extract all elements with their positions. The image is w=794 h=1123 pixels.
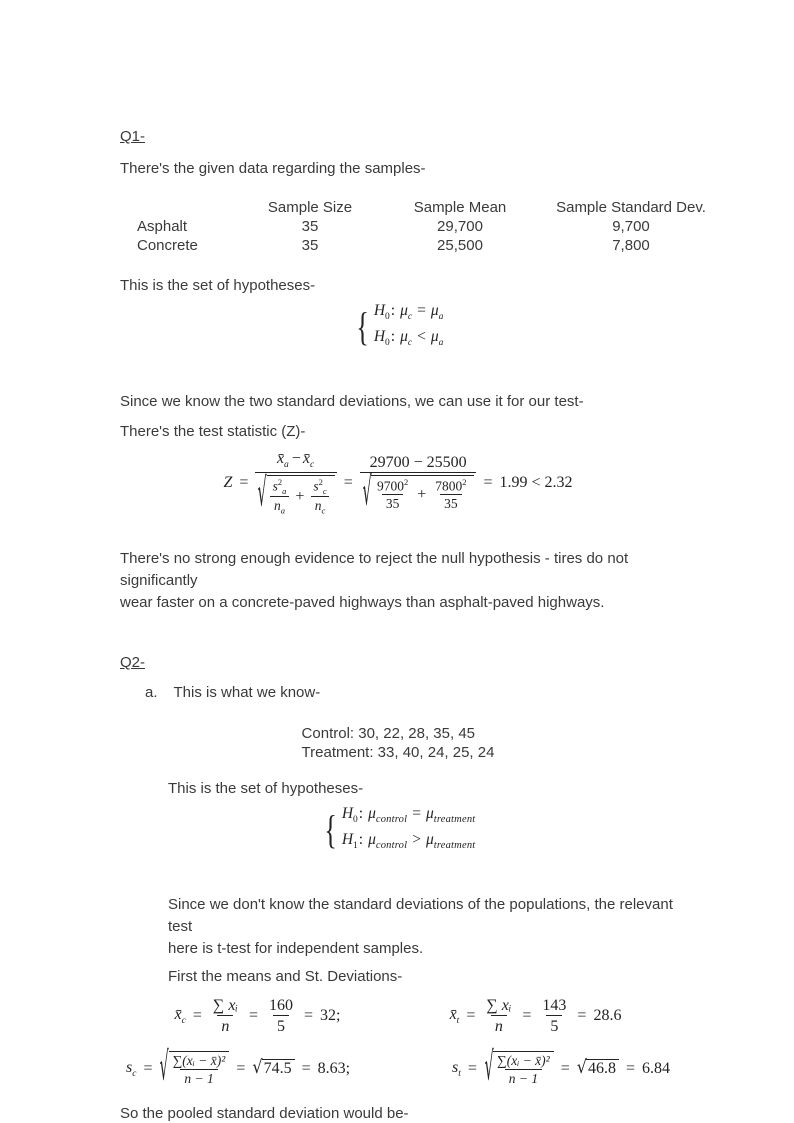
row-label: Asphalt [137, 218, 188, 235]
sample-table [135, 198, 706, 255]
result-value: 6.84 [642, 1059, 670, 1077]
math-var: H [373, 302, 386, 319]
math-operator: = [417, 302, 426, 319]
math-operator: > [412, 831, 421, 849]
mean-treatment-formula [450, 996, 622, 1036]
fraction [255, 449, 336, 516]
alt-hypothesis [342, 830, 476, 856]
result-value: 1.99 < 2.32 [499, 473, 573, 491]
math-sub: a [280, 505, 285, 516]
list-marker: a. [145, 684, 158, 702]
math-sub: c [132, 1068, 137, 1079]
fraction [309, 477, 330, 516]
null-hypothesis [342, 804, 476, 830]
math-var: μ [368, 805, 376, 823]
equals-sign: = [248, 1007, 258, 1025]
table-header-row [135, 198, 706, 217]
equals-sign: = [467, 1059, 477, 1077]
sd-row [120, 1042, 676, 1089]
fraction-numerator [273, 449, 319, 472]
fraction-numerator [269, 477, 291, 496]
fraction-numerator: 143 [542, 997, 567, 1015]
math-sub: c [309, 460, 315, 471]
square-root [484, 1042, 554, 1089]
math-var: s [313, 478, 319, 494]
plus-sign: + [295, 487, 305, 505]
math-sup: 2 [403, 476, 409, 487]
math-var: μ [430, 302, 439, 319]
math-operator: < [417, 328, 426, 346]
mean-control-formula [175, 996, 341, 1036]
math-token: : [390, 328, 396, 346]
math-number: 9700 [376, 478, 404, 494]
math-number: 7800 [435, 478, 463, 494]
hypothesis-lines [374, 301, 444, 353]
q1-heading: Q1- [120, 128, 146, 145]
equals-sign: = [239, 473, 249, 491]
fraction-denominator [311, 496, 330, 516]
fraction-numerator [373, 477, 412, 495]
math-sub: treatment [433, 840, 476, 852]
math-var-group [452, 1059, 461, 1079]
radical-sign: √ [576, 1056, 587, 1079]
math-var: n [314, 498, 322, 514]
fraction-numerator [431, 477, 470, 495]
radical-sign: √ [252, 1056, 263, 1079]
alt-hypothesis [374, 327, 444, 353]
math-sub: 0 [385, 338, 390, 349]
conclusion-line: There's no strong enough evidence to reject the null hypothesis - tires do not significantly [120, 550, 629, 590]
q2-data-block [120, 724, 676, 762]
math-sub: control [375, 814, 408, 826]
math-operator: − [291, 450, 301, 468]
radicand [169, 1051, 230, 1087]
math-var: μ [400, 302, 408, 319]
math-var-group [175, 1006, 186, 1026]
equals-sign: = [560, 1059, 570, 1077]
fraction-denominator: 5 [273, 1015, 289, 1036]
math-sub: t [456, 1016, 460, 1027]
math-var: μ [425, 831, 434, 849]
sd-control-formula [126, 1042, 351, 1089]
fraction [538, 996, 570, 1036]
math-sup: 2 [462, 476, 467, 487]
fraction-denominator: n [217, 1015, 233, 1036]
fraction-denominator: n − 1 [180, 1069, 217, 1087]
fraction [431, 477, 470, 513]
table-header-sample-mean: Sample Mean [413, 199, 507, 216]
fraction-numerator: 160 [268, 997, 293, 1015]
fraction [209, 996, 242, 1036]
math-operator: = [412, 805, 421, 823]
math-var: s [126, 1058, 133, 1076]
q2-heading: Q2- [120, 654, 146, 672]
math-token: : [358, 805, 364, 823]
since-line: Since we don't know the standard deviations of the populations, the relevant test [168, 896, 673, 936]
equals-sign: = [301, 1059, 311, 1077]
q1-intro: There's the given data regarding the samples- [120, 160, 426, 177]
cell-sd: 7,800 [612, 237, 650, 254]
equals-sign: = [466, 1007, 476, 1025]
radicand: 46.8 [586, 1059, 619, 1078]
equals-sign: = [303, 1007, 314, 1025]
sample-data-lines [302, 724, 495, 762]
fraction-denominator [270, 496, 289, 516]
q2-item-a [145, 682, 676, 704]
equals-sign: = [625, 1059, 635, 1077]
fraction [482, 996, 515, 1036]
q2-hypotheses-formula [120, 804, 676, 856]
math-sub: treatment [433, 814, 476, 826]
equals-sign: = [483, 473, 493, 491]
fraction-numerator: ∑(xᵢ − x̄)² [172, 1052, 226, 1068]
math-var-group [450, 1006, 460, 1026]
math-sub: c [322, 485, 327, 496]
fraction [269, 477, 291, 516]
math-var: μ [425, 805, 434, 823]
radical-sign: √ [160, 1042, 170, 1089]
treatment-data: Treatment: 33, 40, 24, 25, 24 [301, 744, 495, 762]
result-value: 32; [320, 1007, 341, 1025]
table-row [135, 217, 676, 236]
fraction-denominator: 35 [382, 494, 404, 512]
math-var: x̄ [174, 1006, 182, 1024]
conclusion-line: wear faster on a concrete-paved highways than asphalt-paved highways. [120, 594, 605, 612]
sd-treatment-formula [451, 1042, 670, 1089]
cell-size: 35 [301, 237, 319, 254]
math-sub: a [284, 460, 289, 471]
math-token: : [390, 302, 396, 319]
fraction-denominator [255, 469, 336, 516]
q2-means-intro: First the means and St. Deviations- [168, 968, 403, 986]
table-row [135, 236, 676, 255]
radical-sign: √ [484, 1042, 494, 1089]
math-sub: t [458, 1068, 461, 1079]
radical-sign: √ [257, 469, 268, 516]
math-var: Z [223, 473, 233, 491]
math-var: H [341, 831, 354, 849]
radicand [267, 475, 335, 516]
cell-sd: 9,700 [612, 218, 650, 235]
math-sub: a [438, 338, 444, 349]
math-var: n [273, 498, 281, 514]
fraction-denominator: n [491, 1015, 507, 1036]
math-sub: 0 [385, 312, 390, 323]
math-sub: 0 [353, 815, 358, 826]
math-var: x̄ [449, 1006, 457, 1024]
means-row [120, 996, 676, 1036]
result-value: 8.63; [317, 1059, 351, 1077]
radicand [371, 475, 475, 513]
hypothesis-lines [342, 804, 476, 856]
math-sub: c [407, 312, 413, 323]
q1-hypotheses-formula [120, 301, 676, 353]
math-var: x̄ [302, 450, 310, 468]
math-sup: 2 [318, 476, 323, 487]
fraction-numerator [309, 477, 330, 496]
plus-sign: + [417, 486, 427, 504]
equals-sign: = [577, 1007, 587, 1025]
math-sub: control [375, 840, 408, 852]
math-sub: c [321, 505, 326, 516]
table-corner-cell [135, 198, 235, 217]
math-var: μ [368, 831, 376, 849]
z-equation [223, 449, 572, 516]
radicand: 74.5 [262, 1059, 295, 1078]
fraction-numerator: ∑ xᵢ [212, 997, 238, 1015]
fraction [493, 1053, 554, 1087]
q2-pooled-text: So the pooled standard deviation would be- [120, 1104, 409, 1122]
math-sup: 2 [277, 476, 283, 487]
math-var: μ [400, 328, 408, 346]
hypotheses-block [353, 301, 444, 353]
fraction-numerator: 29700 − 25500 [369, 453, 467, 471]
null-hypothesis [374, 301, 444, 327]
math-token: : [358, 831, 364, 849]
math-var: s [451, 1058, 459, 1076]
fraction-denominator: n − 1 [505, 1069, 542, 1087]
math-sub: c [407, 338, 413, 349]
math-var: H [341, 805, 354, 823]
square-root [159, 1042, 229, 1089]
q2-hypotheses-intro: This is the set of hypotheses- [168, 780, 364, 798]
fraction [373, 477, 412, 513]
q1-conclusion [120, 548, 676, 614]
equals-sign: = [343, 473, 353, 491]
fraction [360, 453, 477, 513]
cell-size: 35 [301, 218, 319, 235]
table-header-sample-size: Sample Size [267, 199, 353, 216]
since-line: here is t-test for independent samples. [168, 940, 424, 958]
square-root [576, 1056, 619, 1079]
left-brace: { [323, 807, 337, 853]
radicand [493, 1051, 554, 1087]
hypotheses-block [321, 804, 476, 856]
math-var: s [272, 478, 278, 494]
radical-sign: √ [362, 467, 372, 514]
z-formula [120, 449, 676, 516]
fraction-numerator: ∑ xᵢ [486, 997, 512, 1015]
cell-mean: 25,500 [437, 237, 483, 254]
math-var: x̄ [276, 450, 285, 468]
math-var: μ [430, 328, 439, 346]
fraction-denominator [360, 467, 477, 514]
q1-since-text: Since we know the two standard deviations, we can use it for our test- [120, 393, 584, 411]
fraction-denominator: 5 [546, 1015, 562, 1036]
fraction-numerator: ∑(xᵢ − x̄)² [497, 1052, 550, 1068]
equals-sign: = [143, 1059, 153, 1077]
row-label: Concrete [137, 237, 198, 254]
left-brace: { [355, 304, 369, 350]
result-value: 28.6 [593, 1007, 622, 1025]
fraction-denominator: 35 [440, 494, 462, 512]
math-var: H [373, 328, 386, 346]
q2-since-text [168, 894, 676, 960]
cell-mean: 29,700 [437, 218, 483, 235]
math-sub: 1 [353, 841, 358, 852]
math-var-group [126, 1059, 136, 1079]
equals-sign: = [192, 1007, 202, 1025]
q1-hypotheses-intro: This is the set of hypotheses- [120, 277, 316, 294]
math-sub: a [282, 485, 287, 496]
table-header-sample-sd: Sample Standard Dev. [556, 199, 706, 216]
q1-stat-intro: There's the test statistic (Z)- [120, 423, 306, 441]
equals-sign: = [522, 1007, 532, 1025]
item-a-text: This is what we know- [173, 684, 321, 702]
fraction [265, 996, 297, 1036]
equals-sign: = [236, 1059, 246, 1077]
math-sub: c [181, 1016, 186, 1027]
square-root [252, 1056, 294, 1079]
fraction [169, 1053, 230, 1087]
math-sub: a [438, 312, 444, 323]
control-data: Control: 30, 22, 28, 35, 45 [301, 725, 475, 743]
